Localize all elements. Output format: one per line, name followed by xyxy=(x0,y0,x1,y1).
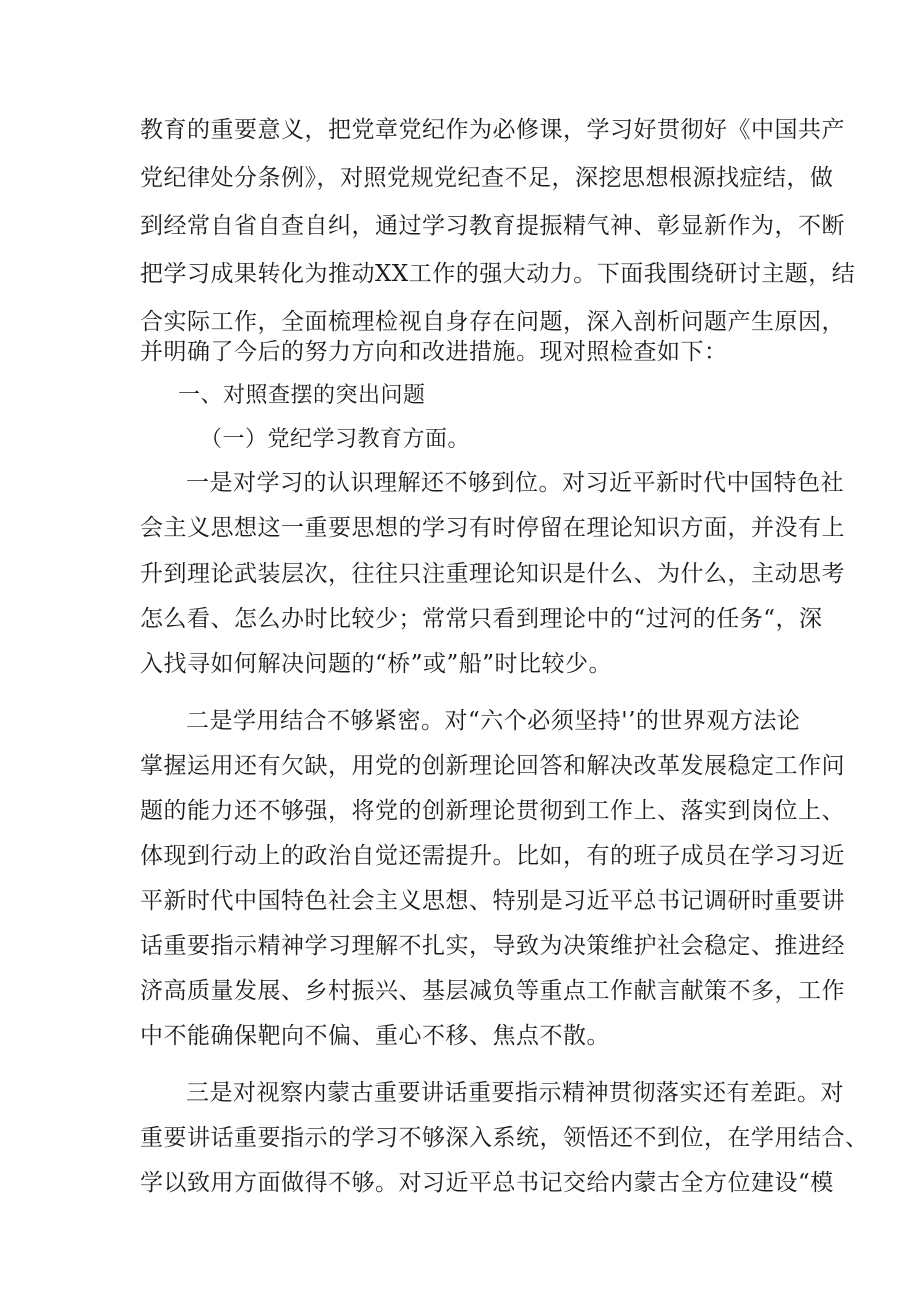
paragraph-2-line-5: 平新时代中国特色社会主义思想、特别是习近平总书记调研时重要讲 xyxy=(140,888,845,914)
intro-line-1: 教育的重要意义，把党章党纪作为必修课，学习好贯彻好《中国共产 xyxy=(140,117,845,143)
intro-line-6: 并明确了今后的努力方向和改进措施。现对照检查如下： xyxy=(140,339,728,365)
paragraph-2-line-2: 掌握运用还有欠缺，用党的创新理论回答和解决改革发展稳定工作问 xyxy=(140,753,845,779)
intro-line-3: 到经常自省自查自纠，通过学习教育提振精气神、彰显新作为，不断 xyxy=(140,213,845,239)
paragraph-2-line-6: 话重要指示精神学习理解不扎实，导致为决策维护社会稳定、推进经 xyxy=(140,933,845,959)
section-heading: 一、对照查摆的突出问题 xyxy=(178,383,426,408)
subsection-heading: （一）党纪学习教育方面。 xyxy=(200,427,471,452)
paragraph-2-line-1: 二是学用结合不够紧密。对“六个必须坚持'’的世界观方法论 xyxy=(186,708,801,734)
paragraph-1-line-2: 会主义思想这一重要思想的学习有时停留在理论知识方面，并没有上 xyxy=(140,515,845,541)
paragraph-1-line-3: 升到理论武装层次，往往只注重理论知识是什么、为什么，主动思考 xyxy=(140,561,845,587)
paragraph-1-line-1: 一是对学习的认识理解还不够到位。对习近平新时代中国特色社 xyxy=(186,470,844,496)
intro-line-4: 把学习成果转化为推动XX工作的强大动力。下面我围绕研讨主题，结 xyxy=(140,261,856,287)
paragraph-2-line-4: 体现到行动上的政治自觉还需提升。比如，有的班子成员在学习习近 xyxy=(140,843,845,869)
paragraph-3-line-3: 学以致用方面做得不够。对习近平总书记交给内蒙古全方位建设“模 xyxy=(140,1170,834,1196)
intro-line-2: 党纪律处分条例》，对照党规党纪查不足，深挖思想根源找症结，做 xyxy=(140,165,834,191)
paragraph-2-line-7: 济高质量发展、乡村振兴、基层减负等重点工作献言献策不多，工作 xyxy=(140,978,845,1004)
paragraph-1-line-5: 入找寻如何解决问题的“桥”或”船”时比较少。 xyxy=(140,651,613,677)
paragraph-1-line-4: 怎么看、怎么办时比较少；常常只看到理论中的“过河的任务“，深 xyxy=(140,606,823,632)
paragraph-3-line-1: 三是对视察内蒙古重要讲话重要指示精神贯彻落实还有差距。对 xyxy=(186,1080,844,1106)
intro-line-5: 合实际工作，全面梳理检视自身存在问题，深入剖析问题产生原因， xyxy=(140,309,845,335)
paragraph-3-line-2: 重要讲话重要指示的学习不够深入系统，领悟还不到位，在学用结合、 xyxy=(140,1125,869,1151)
paragraph-2-line-3: 题的能力还不够强，将党的创新理论贯彻到工作上、落实到岗位上、 xyxy=(140,798,845,824)
paragraph-2-line-8: 中不能确保靶向不偏、重心不移、焦点不散。 xyxy=(140,1023,610,1049)
